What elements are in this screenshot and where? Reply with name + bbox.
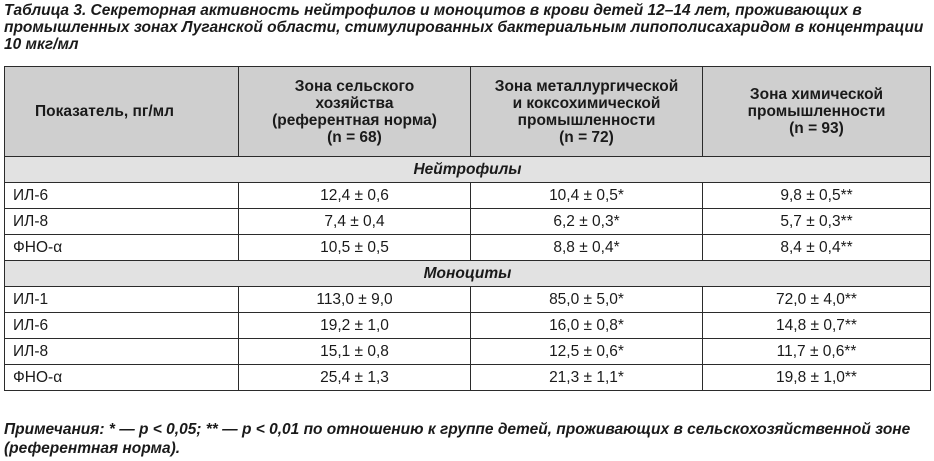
cell-chem: 72,0 ± 4,0** [703, 287, 931, 313]
cell-metal: 8,8 ± 0,4* [471, 235, 703, 261]
cell-metal: 10,4 ± 0,5* [471, 183, 703, 209]
header-metal-line: и коксохимической [512, 94, 661, 112]
cell-indicator: ФНО-α [5, 365, 239, 391]
header-rural-line: хозяйства [315, 94, 394, 112]
group-title: Моноциты [5, 261, 931, 287]
cell-metal: 85,0 ± 5,0* [471, 287, 703, 313]
cell-indicator: ИЛ-6 [5, 183, 239, 209]
header-chem-line: промышленности [747, 103, 886, 120]
header-rural-line: Зона сельского [294, 77, 415, 95]
cell-chem: 19,8 ± 1,0** [703, 365, 931, 391]
header-metal [471, 67, 703, 157]
cell-rural: 12,4 ± 0,6 [239, 183, 471, 209]
header-metal-line: (n = 72) [559, 128, 614, 146]
cell-rural: 113,0 ± 9,0 [239, 287, 471, 313]
table-row [5, 209, 931, 235]
table-row [5, 183, 931, 209]
cell-rural: 10,5 ± 0,5 [239, 235, 471, 261]
cell-rural: 19,2 ± 1,0 [239, 313, 471, 339]
cell-chem: 14,8 ± 0,7** [703, 313, 931, 339]
cell-chem: 9,8 ± 0,5** [703, 183, 931, 209]
header-chem-line: Зона химической [749, 86, 884, 103]
table-row [5, 313, 931, 339]
cell-indicator: ИЛ-6 [5, 313, 239, 339]
cell-metal: 16,0 ± 0,8* [471, 313, 703, 339]
cell-metal: 21,3 ± 1,1* [471, 365, 703, 391]
table-row [5, 365, 931, 391]
table-caption: Таблица 3. Секреторная активность нейтрофилов и моноцитов в крови детей 12–14 лет, проживающих в промышленных зонах Луганской области, стимулированных бактериальным липополисахаридом в концентрации 10 мкг/мл [4, 2, 924, 53]
table-row [5, 339, 931, 365]
cell-chem: 8,4 ± 0,4** [703, 235, 931, 261]
cell-metal: 12,5 ± 0,6* [471, 339, 703, 365]
header-chem-line: (n = 93) [789, 120, 844, 137]
group-title: Нейтрофилы [5, 157, 931, 183]
header-rural [239, 67, 471, 157]
cell-rural: 15,1 ± 0,8 [239, 339, 471, 365]
cell-metal: 6,2 ± 0,3* [471, 209, 703, 235]
header-chem [703, 67, 931, 157]
table-row [5, 235, 931, 261]
cell-indicator: ИЛ-8 [5, 339, 239, 365]
cell-indicator: ИЛ-1 [5, 287, 239, 313]
cell-chem: 5,7 ± 0,3** [703, 209, 931, 235]
group-row [5, 261, 931, 287]
header-metal-line: Зона металлургической [494, 77, 679, 95]
header-rural-line: (референтная норма) [272, 111, 437, 129]
cell-indicator: ИЛ-8 [5, 209, 239, 235]
cell-rural: 25,4 ± 1,3 [239, 365, 471, 391]
header-metal-line: промышленности [517, 111, 656, 129]
cell-rural: 7,4 ± 0,4 [239, 209, 471, 235]
group-row [5, 157, 931, 183]
table-footnote: Примечания: * — p < 0,05; ** — p < 0,01 по отношению к группе детей, проживающих в сельскохозяйственной зоне (референтная норма). [4, 421, 911, 457]
data-table [4, 66, 931, 391]
table-row [5, 287, 931, 313]
cell-indicator: ФНО-α [5, 235, 239, 261]
header-row [5, 67, 931, 157]
cell-chem: 11,7 ± 0,6** [703, 339, 931, 365]
header-indicator: Показатель, пг/мл [5, 67, 239, 157]
header-rural-line: (n = 68) [327, 128, 382, 146]
